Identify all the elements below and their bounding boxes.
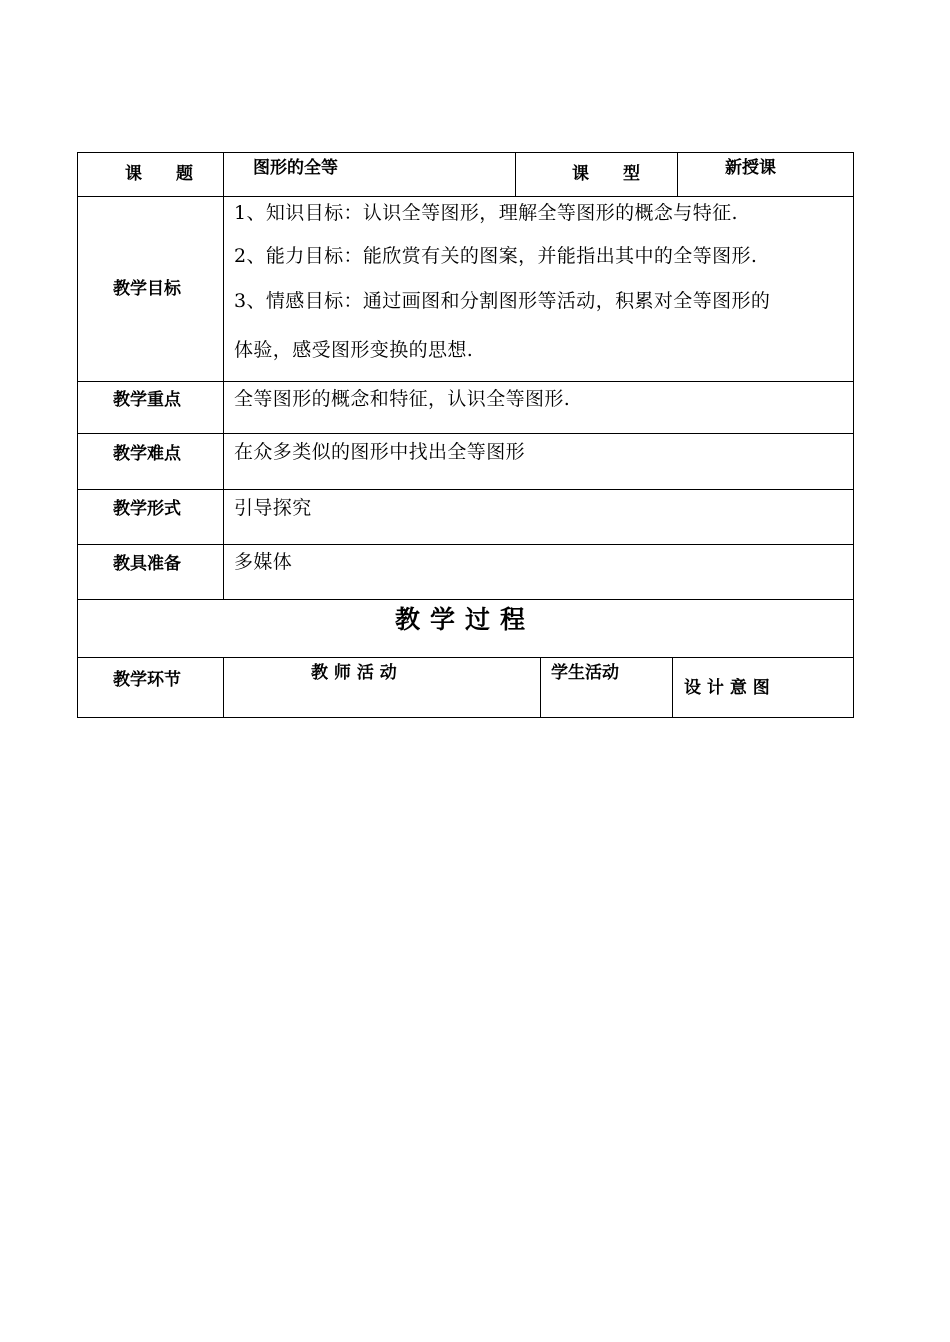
- column-divider: [540, 657, 541, 718]
- column-divider: [672, 657, 673, 718]
- key-points-value: 全等图形的概念和特征，认识全等图形.: [234, 388, 571, 410]
- objective-line: 体验，感受图形变换的思想.: [234, 339, 474, 361]
- column-divider: [223, 657, 224, 718]
- column-divider: [223, 152, 224, 600]
- table-border-bottom: [77, 717, 854, 718]
- row-divider: [77, 544, 854, 545]
- column-divider: [677, 152, 678, 197]
- difficulties-value: 在众多类似的图形中找出全等图形: [234, 441, 526, 463]
- objective-line: 1、知识目标：认识全等图形，理解全等图形的概念与特征.: [234, 202, 738, 224]
- topic-label: 课 题: [125, 164, 193, 184]
- aids-label: 教具准备: [113, 554, 181, 574]
- objectives-label: 教学目标: [113, 279, 181, 299]
- key-points-label: 教学重点: [113, 390, 181, 410]
- type-value: 新授课: [725, 158, 776, 178]
- table-border-right: [853, 152, 854, 718]
- form-value: 引导探究: [234, 497, 312, 519]
- difficulties-label: 教学难点: [113, 444, 181, 464]
- aids-value: 多媒体: [234, 551, 293, 573]
- process-col-teacher: 教 师 活 动: [311, 663, 397, 683]
- table-border-left: [77, 152, 78, 718]
- row-divider: [77, 489, 854, 490]
- process-col-student: 学生活动: [551, 663, 619, 683]
- type-label: 课 型: [572, 164, 640, 184]
- form-label: 教学形式: [113, 499, 181, 519]
- process-col-intent: 设 计 意 图: [684, 678, 770, 698]
- process-title: 教学过程: [395, 605, 536, 634]
- row-divider: [77, 657, 854, 658]
- process-col-stage: 教学环节: [113, 670, 181, 690]
- column-divider: [515, 152, 516, 197]
- table-border-top: [77, 152, 854, 153]
- row-divider: [77, 433, 854, 434]
- objective-line: 2、能力目标：能欣赏有关的图案，并能指出其中的全等图形.: [234, 245, 758, 267]
- lesson-plan-table: [77, 152, 854, 718]
- objective-line: 3、情感目标：通过画图和分割图形等活动，积累对全等图形的: [234, 290, 771, 312]
- topic-value: 图形的全等: [253, 158, 338, 178]
- row-divider: [77, 599, 854, 600]
- row-divider: [77, 381, 854, 382]
- row-divider: [77, 196, 854, 197]
